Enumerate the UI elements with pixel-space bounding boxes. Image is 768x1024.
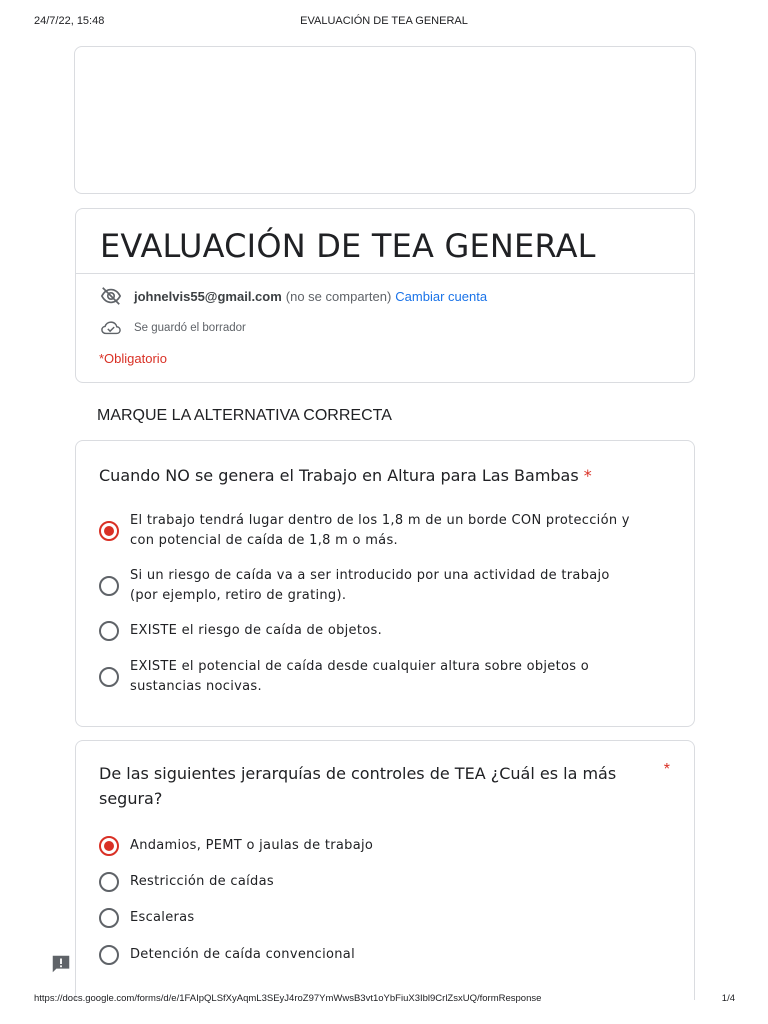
radio-button[interactable] [99,908,119,928]
print-url: https://docs.google.com/forms/d/e/1FAIpQLSfXyAqmL3SEyJ4roZ97YmWwsB3vt1oYbFiuX3Ibl9CrlZsxUQ/formResponse [34,993,542,1004]
cloud-check-icon [100,318,122,338]
print-doc-title: EVALUACIÓN DE TEA GENERAL [300,15,468,27]
section-title: MARQUE LA ALTERNATIVA CORRECTA [97,407,392,424]
feedback-icon[interactable] [50,953,72,975]
option-label[interactable]: EXISTE el riesgo de caída de objetos. [130,623,383,638]
option-label[interactable]: Si un riesgo de caída va a ser introducido por una actividad de trabajo (por ejemplo, retiro de grating). [130,568,610,603]
required-note: *Obligatorio [99,351,167,366]
option-label[interactable]: El trabajo tendrá lugar dentro de los 1,8 m de un borde CON protección y con potencial de caída de 1,8 m o más. [130,513,630,548]
radio-button-selected[interactable] [99,521,119,541]
question-card [75,440,695,727]
radio-button[interactable] [99,621,119,641]
print-page-number: 1/4 [721,993,735,1004]
print-date: 24/7/22, 15:48 [34,15,105,27]
radio-option[interactable] [99,667,119,687]
radio-option[interactable] [99,908,119,928]
account-row [100,285,487,307]
radio-option[interactable] [99,872,119,892]
radio-button[interactable] [99,872,119,892]
question-text: De las siguientes jerarquías de controles de TEA ¿Cuál es la más segura? [99,764,617,808]
radio-option[interactable] [99,836,119,856]
print-header [0,15,768,31]
radio-button-selected[interactable] [99,836,119,856]
required-star: * [663,761,670,778]
eye-off-icon [100,285,122,307]
option-label[interactable]: Andamios, PEMT o jaulas de trabajo [130,838,374,853]
header-divider [76,273,694,274]
radio-button[interactable] [99,945,119,965]
required-star: * [583,466,592,485]
radio-option[interactable] [99,521,119,541]
draft-saved-text: Se guardó el borrador [134,322,246,334]
option-label[interactable]: Detención de caída convencional [130,947,355,962]
question-label: Cuando NO se genera el Trabajo en Altura para Las Bambas [99,466,579,485]
option-label[interactable]: EXISTE el potencial de caída desde cualquier altura sobre objetos o sustancias nocivas. [130,659,590,694]
option-label[interactable]: Escaleras [130,910,195,925]
question-card [75,740,695,1000]
switch-account-link[interactable]: Cambiar cuenta [395,288,488,304]
print-footer [0,993,768,1009]
draft-status [100,318,246,338]
not-shared-note: (no se comparten) [285,288,392,304]
radio-option[interactable] [99,576,119,596]
form-banner [74,46,696,194]
account-email: johnelvis55@gmail.com [134,288,282,304]
radio-button[interactable] [99,576,119,596]
question-text [99,463,592,488]
radio-option[interactable] [99,621,119,641]
radio-option[interactable] [99,945,119,965]
option-label[interactable]: Restricción de caídas [130,874,274,889]
form-title: EVALUACIÓN DE TEA GENERAL [100,227,596,265]
radio-button[interactable] [99,667,119,687]
form-header-card [75,208,695,383]
